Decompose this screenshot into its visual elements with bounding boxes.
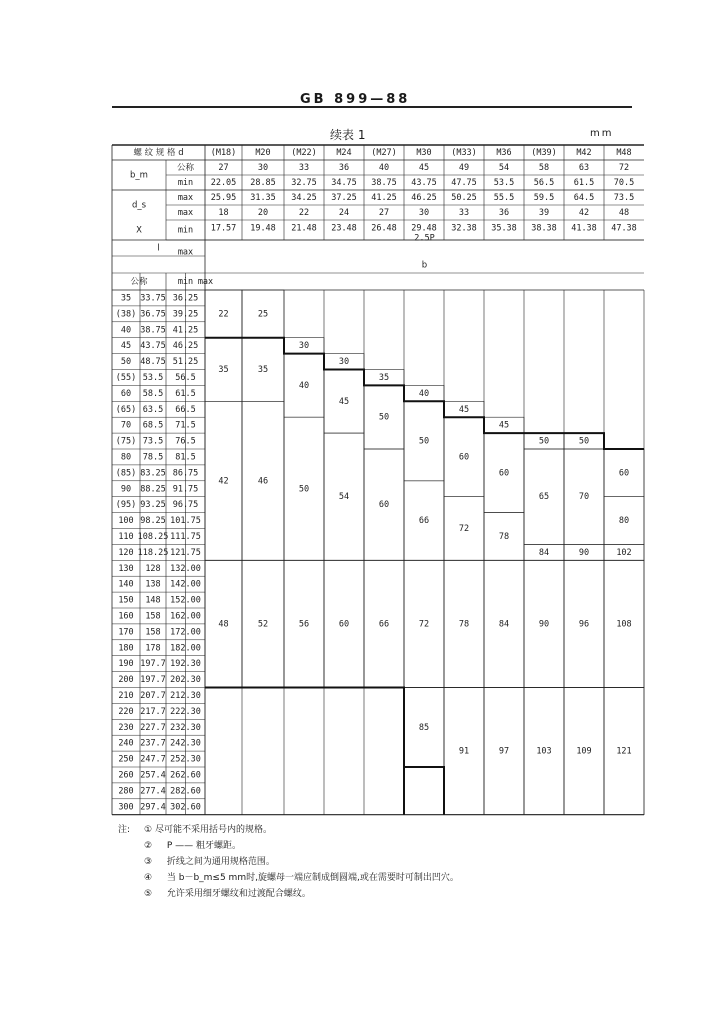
note-index: ②: [144, 841, 153, 851]
b-value: 45: [458, 404, 470, 415]
ds-min-cell: 41.38: [571, 223, 597, 234]
l-nominal-cell: 180: [118, 643, 134, 654]
note-5: [118, 886, 638, 902]
note-index: ④: [144, 873, 153, 883]
l-min-cell: 197.7: [140, 675, 166, 686]
l-max-cell: 51.25: [172, 357, 199, 368]
l-min-cell: 73.5: [142, 436, 164, 447]
ds-max-label: max: [177, 208, 194, 218]
standard-number: GB 899—88: [300, 92, 411, 107]
b-value: 50: [418, 436, 430, 447]
x-max-label: max: [177, 247, 194, 258]
bm-nominal-cell: 63: [578, 163, 590, 173]
ds-max-cell: 18: [218, 208, 229, 218]
l-nominal-cell: 70: [120, 420, 132, 431]
l-nominal-cell: 220: [118, 706, 134, 717]
l-max-cell: 91.75: [172, 484, 199, 495]
l-nominal-cell: (95): [115, 500, 137, 511]
l-max-cell: 132.00: [170, 563, 201, 574]
bm-nominal-cell: 33: [298, 163, 310, 173]
l-min-cell: 98.25: [140, 516, 166, 527]
b-value: 35: [257, 365, 269, 375]
l-nominal-cell: 280: [118, 786, 134, 797]
l-max-cell: 142.00: [170, 579, 201, 590]
note-index: ⑤: [144, 889, 153, 899]
l-nominal-cell: 260: [118, 770, 134, 781]
l-min-cell: 227.7: [140, 722, 166, 733]
l-max-cell: 56.5: [175, 372, 196, 383]
l-min-label: min: [177, 277, 194, 287]
column-header: (M27): [371, 148, 397, 158]
b-value: 40: [298, 380, 310, 391]
l-nominal-cell: 160: [118, 611, 134, 622]
b-value: 109: [576, 746, 592, 757]
bm-nominal-cell: 36: [338, 163, 350, 173]
ds-min-label: min: [177, 225, 194, 236]
b-value: 72: [418, 619, 430, 630]
column-header: M24: [336, 148, 352, 158]
bm-max-cell: 34.25: [291, 193, 317, 203]
l-max-cell: 101.75: [170, 516, 201, 527]
b-value: 70: [578, 492, 590, 503]
l-max-cell: 282.60: [170, 786, 201, 797]
l-min-cell: 128: [145, 563, 161, 574]
ds-min-cell: 23.48: [331, 223, 357, 234]
l-nominal-cell: 140: [118, 579, 134, 590]
b-value: 60: [458, 452, 470, 463]
ds-min-cell: 17.57: [210, 223, 237, 234]
l-max-cell: 192.30: [170, 659, 201, 670]
note-text: 允许采用细牙螺纹和过渡配合螺纹。: [166, 889, 311, 899]
b-value: 97: [498, 746, 510, 757]
l-max-cell: 36.25: [172, 293, 199, 304]
l-nominal-cell: 40: [120, 325, 132, 336]
b-value: 46: [257, 476, 269, 487]
note-text: 折线之间为通用规格范围。: [166, 857, 275, 867]
l-max-cell: 152.00: [170, 595, 201, 606]
l-max-cell: 232.30: [170, 722, 201, 733]
l-min-cell: 108.25: [137, 531, 169, 542]
b-value: 25: [257, 309, 269, 320]
b-value: 103: [536, 746, 552, 757]
b-value: 91: [458, 746, 470, 757]
l-min-cell: 237.7: [140, 738, 166, 749]
b-value: 66: [418, 516, 430, 527]
l-min-cell: 63.5: [142, 404, 164, 415]
notes-section: [118, 822, 638, 902]
l-max-cell: 66.5: [175, 404, 196, 415]
note-4: [118, 870, 638, 886]
l-max-cell: 39.25: [172, 309, 199, 320]
b-value: 56: [298, 619, 310, 630]
bm-min-cell: 70.5: [613, 178, 635, 188]
l-nominal-cell: 200: [118, 675, 134, 686]
l-min-cell: 178: [145, 643, 161, 654]
bm-min-cell: 43.75: [411, 178, 437, 188]
bm-max-cell: 46.25: [411, 193, 437, 203]
l-max-cell: 242.30: [170, 738, 201, 749]
bm-min-cell: 47.75: [451, 178, 477, 188]
bm-nominal-cell: 49: [458, 163, 470, 173]
b-value: 42: [218, 476, 229, 487]
x-label: X: [136, 225, 142, 236]
l-max-cell: 182.00: [170, 643, 201, 654]
b-value: 50: [538, 436, 550, 447]
l-nominal-cell: (85): [115, 468, 137, 479]
bm-max-cell: 55.5: [493, 193, 515, 203]
ds-max-cell: 20: [257, 208, 269, 218]
b-value: 96: [578, 619, 590, 630]
unit-label: mm: [590, 128, 614, 139]
ds-max-cell: 30: [418, 208, 430, 218]
notes-lead: 注:: [118, 825, 131, 835]
ds-min-cell: 19.48: [250, 223, 276, 234]
b-value: 45: [498, 420, 510, 431]
bm-nominal-cell: 27: [218, 163, 229, 173]
l-nominal-cell: 210: [118, 690, 134, 701]
bm-max-cell: 31.35: [250, 193, 276, 203]
ds-max-cell: 42: [578, 208, 590, 218]
l-min-cell: 247.7: [140, 754, 166, 765]
column-header: M36: [496, 148, 512, 158]
l-nominal-cell: 35: [120, 293, 132, 304]
b-value: 60: [378, 500, 390, 511]
l-min-cell: 118.25: [137, 547, 169, 558]
l-min-cell: 43.75: [140, 341, 166, 352]
l-max-cell: 81.5: [175, 452, 196, 463]
ds-min-cell: 35.38: [491, 223, 517, 234]
l-max-cell: 96.75: [172, 500, 199, 511]
b-value: 66: [378, 619, 390, 630]
bm-min-cell: 56.5: [533, 178, 555, 188]
b-value: 54: [338, 492, 350, 503]
bm-nominal-cell: 45: [418, 163, 430, 173]
column-header: (M39): [531, 148, 557, 158]
b-value: 50: [578, 436, 590, 447]
b-value: 72: [458, 524, 470, 534]
l-max-cell: 71.5: [175, 420, 196, 431]
b-value: 108: [616, 619, 632, 630]
bm-nominal-cell: 54: [498, 163, 510, 173]
x-value: 2.5P: [414, 233, 435, 244]
l-min-cell: 83.25: [140, 468, 166, 479]
bm-min-cell: 34.75: [331, 178, 357, 188]
l-min-cell: 158: [145, 611, 161, 622]
ds-min-cell: 38.38: [531, 223, 557, 234]
l-min-cell: 138: [145, 579, 161, 590]
b-value: 35: [378, 372, 390, 383]
ds-label: d_s: [131, 200, 147, 211]
b-value: 60: [338, 619, 350, 630]
b-value: 22: [218, 309, 229, 320]
l-min-cell: 48.75: [140, 357, 166, 368]
l-max-cell: 302.60: [170, 802, 201, 813]
l-nominal-cell: (75): [115, 436, 137, 447]
note-text: P —— 粗牙螺距。: [166, 841, 242, 851]
l-max-cell: 262.60: [170, 770, 201, 781]
l-min-cell: 33.75: [140, 293, 166, 304]
ds-max-cell: 33: [458, 208, 470, 218]
l-nominal-cell: 110: [118, 531, 134, 542]
ds-min-cell: 29.48: [411, 223, 437, 234]
l-min-cell: 78.5: [142, 452, 164, 463]
l-max-cell: 76.5: [175, 436, 196, 447]
b-value: 35: [218, 365, 229, 375]
bm-min-cell: 32.75: [291, 178, 317, 188]
l-nominal-cell: 45: [120, 341, 132, 352]
l-max-cell: 252.30: [170, 754, 201, 765]
ds-max-cell: 48: [618, 208, 630, 218]
l-min-cell: 158: [145, 627, 161, 638]
b-value: 30: [298, 341, 310, 352]
note-2: [118, 838, 638, 854]
note-text: 尽可能不采用括号内的规格。: [154, 825, 272, 835]
bm-nominal-cell: 58: [538, 163, 550, 173]
l-nominal-cell: 300: [118, 802, 134, 813]
bm-max-cell: 50.25: [451, 193, 477, 203]
l-min-cell: 38.75: [140, 325, 166, 336]
b-value: 121: [616, 746, 632, 757]
b-value: 50: [298, 484, 310, 495]
l-min-cell: 36.75: [140, 309, 166, 320]
l-nominal-cell: 80: [120, 452, 132, 463]
l-max-cell: 86.75: [172, 468, 199, 479]
l-nominal-cell: (38): [115, 309, 137, 320]
l-label: l: [157, 243, 160, 254]
l-nominal-cell: 90: [120, 484, 132, 495]
b-value: 85: [418, 722, 430, 733]
l-nominal-cell: 230: [118, 722, 134, 733]
ds-min-cell: 47.38: [611, 223, 637, 234]
l-nominal-cell: (55): [115, 372, 137, 383]
l-nominal-cell: 120: [118, 547, 134, 558]
l-min-cell: 297.4: [140, 802, 166, 813]
b-value: 30: [338, 357, 350, 368]
l-max-cell: 61.5: [175, 388, 196, 399]
bm-max-cell: 25.95: [210, 193, 237, 203]
note-index: ①: [144, 825, 153, 835]
l-max-cell: 172.00: [170, 627, 201, 638]
bm-nominal-cell: 72: [618, 163, 630, 173]
table-continuation-title: 续表 1: [330, 128, 366, 142]
ds-max-cell: 24: [338, 208, 350, 218]
l-nominal-cell: 130: [118, 563, 134, 574]
l-nominal-cell: 100: [118, 516, 134, 527]
b-value: 48: [218, 619, 229, 630]
column-header: M42: [576, 148, 592, 158]
l-min-cell: 93.25: [140, 500, 166, 511]
l-min-cell: 68.5: [142, 420, 164, 431]
column-header: M20: [255, 148, 271, 158]
b-value: 84: [498, 619, 510, 630]
l-min-cell: 257.4: [140, 770, 166, 781]
l-nominal-cell: 190: [118, 659, 134, 670]
b-value: 78: [458, 619, 470, 630]
bm-max-label: max: [177, 193, 194, 203]
bm-label: b_m: [130, 170, 148, 181]
bm-nominal-cell: 40: [378, 163, 390, 173]
note-text: 当 b－b_m≤5 mm时,旋螺母一端应制成倒圆端,或在需要时可制出凹穴。: [166, 873, 459, 883]
common-range-boundary-lower-step: [404, 767, 444, 815]
l-max-cell: 162.00: [170, 611, 201, 622]
l-max-cell: 41.25: [172, 325, 199, 336]
l-max-cell: 111.75: [170, 531, 201, 542]
bm-max-cell: 59.5: [533, 193, 555, 203]
l-max-cell: 222.30: [170, 706, 201, 717]
bm-max-cell: 64.5: [573, 193, 595, 203]
l-max-cell: 202.30: [170, 675, 201, 686]
l-max-label: max: [197, 277, 214, 287]
bm-min-cell: 53.5: [493, 178, 515, 188]
b-value: 65: [538, 492, 550, 503]
column-header: (M22): [291, 148, 317, 158]
l-min-cell: 207.7: [140, 690, 166, 701]
ds-max-cell: 22: [298, 208, 310, 218]
ds-max-cell: 36: [498, 208, 510, 218]
bm-max-cell: 37.25: [331, 193, 357, 203]
b-value: 45: [338, 396, 350, 407]
common-range-boundary-lower: [205, 688, 404, 815]
b-value: 60: [498, 468, 510, 479]
l-min-cell: 58.5: [142, 388, 164, 399]
b-value: 80: [618, 516, 630, 527]
b-value: 90: [578, 547, 590, 558]
bm-min-cell: 28.85: [250, 178, 276, 188]
bm-max-cell: 73.5: [613, 193, 635, 203]
l-min-cell: 197.7: [140, 659, 166, 670]
note-index: ③: [144, 857, 153, 867]
b-value: 102: [616, 547, 632, 558]
b-value: 40: [418, 388, 430, 399]
l-min-cell: 88.25: [140, 484, 166, 495]
b-value: 78: [498, 531, 510, 542]
b-value: 50: [378, 412, 390, 423]
l-nominal-cell: 240: [118, 738, 134, 749]
column-header: M48: [616, 148, 632, 158]
l-nominal-cell: (65): [115, 404, 137, 415]
note-1: [118, 822, 638, 838]
bm-max-cell: 41.25: [371, 193, 397, 203]
column-header: M30: [416, 148, 432, 158]
l-nominal-cell: 150: [118, 595, 134, 606]
bm-min-label: min: [177, 178, 194, 188]
b-value: 52: [257, 619, 269, 630]
l-nominal-cell: 60: [120, 388, 132, 399]
column-header: (M33): [451, 148, 477, 158]
l-min-cell: 217.7: [140, 706, 166, 717]
l-nominal-label: 公称: [130, 277, 148, 287]
b-label: b: [421, 260, 428, 271]
ds-max-cell: 27: [378, 208, 390, 218]
l-max-cell: 212.30: [170, 690, 201, 701]
b-value: 60: [618, 468, 630, 479]
l-nominal-cell: 50: [120, 357, 132, 368]
bm-nominal-label: 公称: [176, 163, 195, 173]
bm-min-cell: 38.75: [371, 178, 397, 188]
ds-min-cell: 26.48: [371, 223, 397, 234]
l-max-cell: 121.75: [170, 547, 201, 558]
ds-min-cell: 32.38: [451, 223, 477, 234]
thread-spec-label: 螺 纹 规 格 d: [133, 148, 184, 158]
bm-nominal-cell: 30: [257, 163, 269, 173]
l-nominal-cell: 170: [118, 627, 134, 638]
ds-max-cell: 39: [538, 208, 550, 218]
l-nominal-cell: 250: [118, 754, 134, 765]
b-value: 90: [538, 619, 550, 630]
column-header: (M18): [210, 148, 237, 158]
bm-min-cell: 61.5: [573, 178, 595, 188]
l-min-cell: 148: [145, 595, 161, 606]
l-max-cell: 46.25: [172, 341, 199, 352]
b-value: 84: [538, 547, 550, 558]
ds-min-cell: 21.48: [291, 223, 317, 234]
l-min-cell: 53.5: [142, 372, 164, 383]
note-3: [118, 854, 638, 870]
l-min-cell: 277.4: [140, 786, 166, 797]
bm-min-cell: 22.05: [210, 178, 237, 188]
